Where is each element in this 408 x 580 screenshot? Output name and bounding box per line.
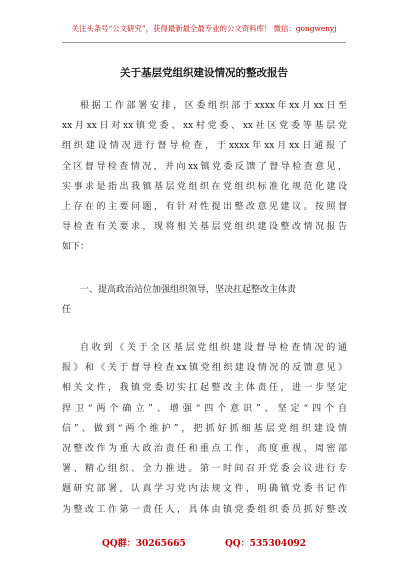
- paragraph-line: 相关文件，我镇党委切实扛起整改主体责任，进一步坚定: [62, 383, 347, 394]
- paragraph-line: 全区督导检查情况，并向xx镇党委反馈了督导检查意见，: [62, 161, 347, 172]
- header-banner: 关注头条号“公文研究”，获得最新最全最专业的公文资料库！ 微信：gongwenyj: [71, 24, 337, 33]
- document-title: 关于基层党组织建设情况的整改报告: [120, 67, 288, 79]
- paragraph-line: 实事求是指出我镇基层党组织在党组织标准化规范化建设: [62, 181, 347, 192]
- paragraph-line: 自收到《关于全区基层党组织建设督导检查情况的通: [80, 343, 347, 353]
- paragraph-line: 信”、做到“两个维护”，把抓好抓细基层党组织建设情: [62, 423, 347, 434]
- paragraph-2: [62, 338, 347, 520]
- paragraph-line: 如下：: [62, 242, 90, 253]
- paragraph-line: 况整改作为重大政治责任和重点工作，高度重视、周密部: [62, 443, 347, 454]
- paragraph-line: 上存在的主要问题，有针对性提出整改意见建议。按照督: [62, 201, 347, 212]
- footer-contact: [0, 536, 408, 549]
- paragraph-line: xx月xx日对xx镇党委、xx村党委、xx社区党委等基层党: [62, 121, 347, 132]
- paragraph-line: 组织建设情况进行督导检查，于xxxx年xx月xx日通报了: [62, 141, 347, 152]
- paragraph-line: 导检查有关要求，现将相关基层党组织建设整改情况报告: [62, 222, 347, 233]
- paragraph-1: [62, 96, 347, 258]
- paragraph-line: 根据工作部署安排，区委组织部于xxxx年xx月xx日至: [80, 101, 347, 111]
- paragraph-line: 署、精心组织、全力推进。第一时间召开党委会议进行专: [62, 464, 347, 475]
- header-divider: [62, 42, 346, 43]
- section-heading-1: 一、提高政治站位加强组织领导，坚决扛起整改主体责: [80, 285, 297, 295]
- paragraph-line: 报》和《关于督导检查xx镇党组织建设情况的反馈意见》: [62, 363, 347, 374]
- paragraph-line: 题研究部署，认真学习党内法规文件，明确镇党委书记作: [62, 484, 347, 495]
- footer-qq-group: QQ群：30265665: [102, 539, 186, 549]
- paragraph-line: 为整改工作第一责任人，具体由镇党委组织委员抓好整改: [62, 504, 347, 515]
- section-heading-1-cont: 任: [62, 305, 72, 315]
- footer-qq-number: QQ：535304092: [224, 539, 306, 549]
- paragraph-line: 捍卫“两个确立”、增强“四个意识”、坚定“四个自: [62, 403, 347, 414]
